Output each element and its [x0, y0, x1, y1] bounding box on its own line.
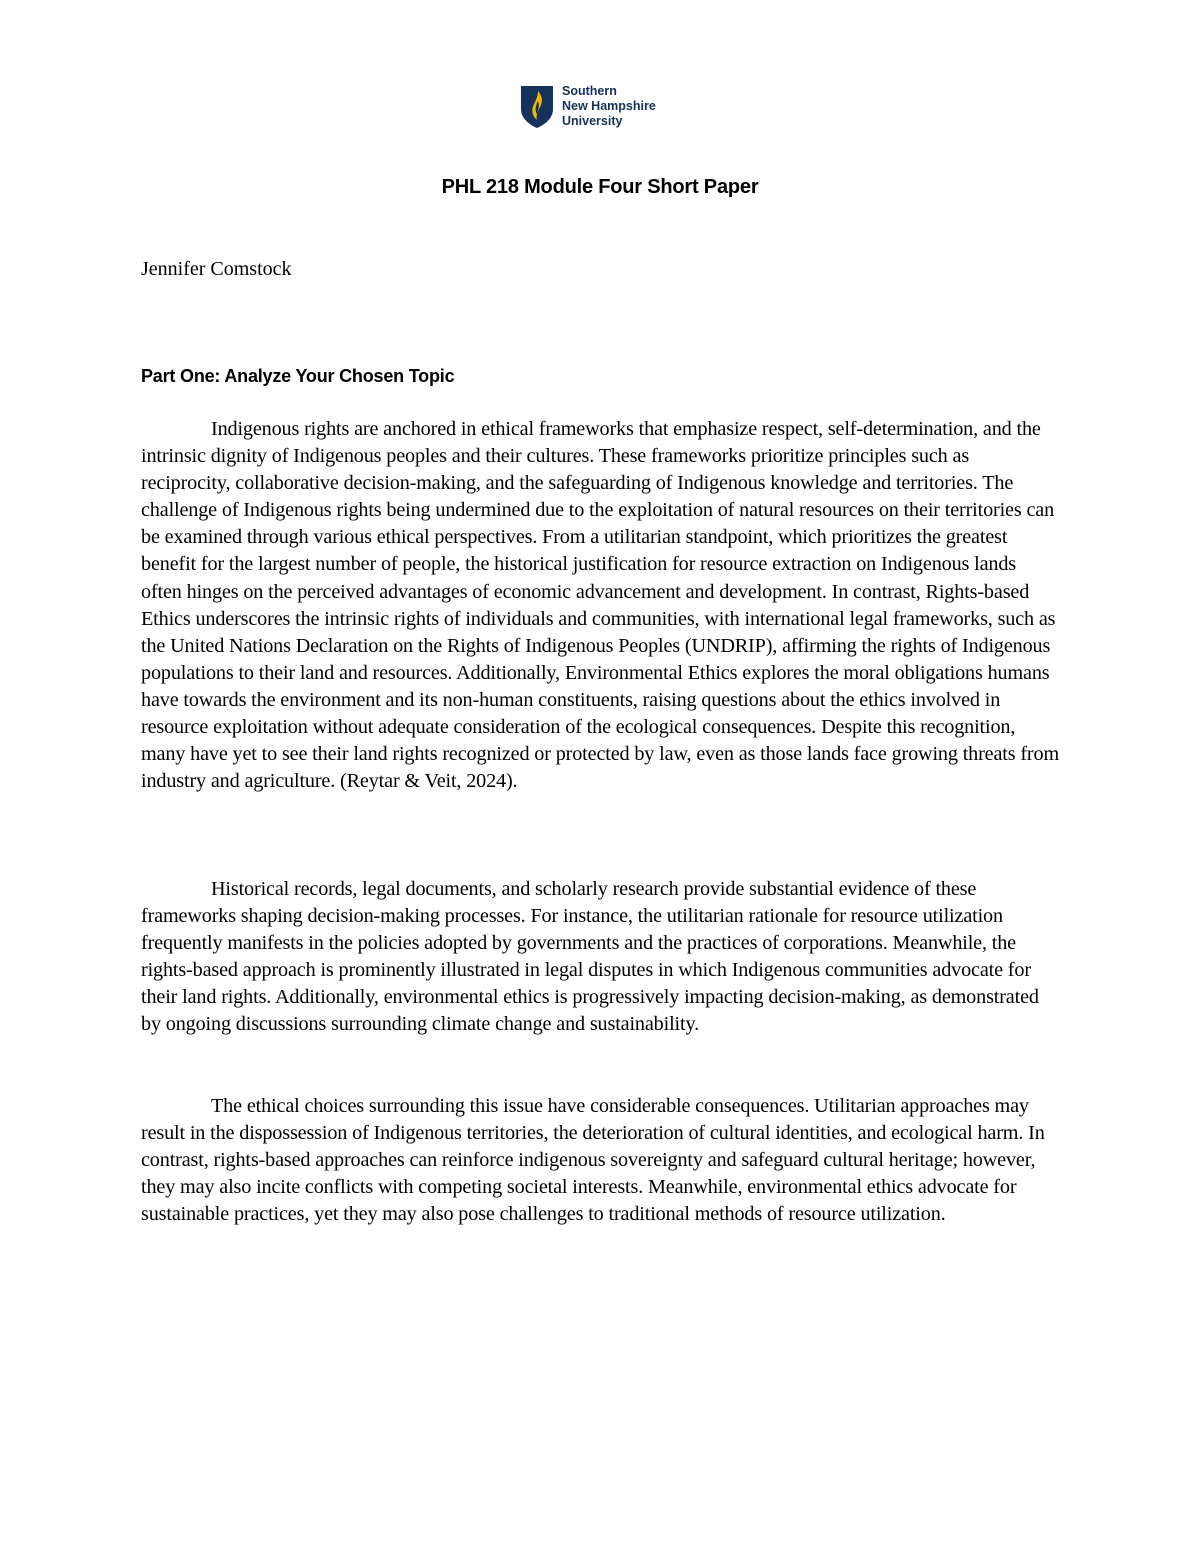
- logo-line-2: New Hampshire: [562, 99, 656, 113]
- body-paragraph-1: Indigenous rights are anchored in ethical frameworks that emphasize respect, self-determination, and the intrinsic dignity of Indigenous peoples and their cultures. These frameworks prioritize principles such as reciprocity, collaborative decision-making, and the safeguarding of Indigenous knowledge and territories. The challenge of Indigenous rights being undermined due to the exploitation of natural resources on their territories can be examined through various ethical perspectives. From a utilitarian standpoint, which prioritizes the greatest benefit for the largest number of people, the historical justification for resource extraction on Indigenous lands often hinges on the perceived advantages of economic advancement and development. In contrast, Rights-based Ethics underscores the intrinsic rights of individuals and communities, with international legal frameworks, such as the United Nations Declaration on the Rights of Indigenous Peoples (UNDRIP), affirming the rights of Indigenous populations to their land and resources. Additionally, Environmental Ethics explores the moral obligations humans have towards the environment and its non-human constituents, raising questions about the ethics involved in resource exploitation without adequate consideration of the ecological consequences. Despite this recognition, many have yet to see their land rights recognized or protected by law, even as those lands face growing threats from industry and agriculture. (Reytar & Veit, 2024).: [141, 418, 1059, 793]
- body-paragraph-2: Historical records, legal documents, and scholarly research provide substantial evidence of these frameworks shaping decision-making processes. For instance, the utilitarian rationale for resource utilization frequently manifests in the policies adopted by governments and the practices of corporations. Meanwhile, the rights-based approach is prominently illustrated in legal disputes in which Indigenous communities advocate for their land rights. Additionally, environmental ethics is progressively impacting decision-making, as demonstrated by ongoing discussions surrounding climate change and sustainability.: [141, 878, 1039, 1036]
- university-logo: [520, 84, 656, 129]
- body-paragraph-3: The ethical choices surrounding this issue have considerable consequences. Utilitarian approaches may result in the dispossession of Indigenous territories, the deterioration of cultural identities, and ecological harm. In contrast, rights-based approaches can reinforce indigenous sovereignty and safeguard cultural heritage; however, they may also incite conflicts with competing societal interests. Meanwhile, environmental ethics advocate for sustainable practices, yet they may also pose challenges to traditional methods of resource utilization.: [141, 1095, 1045, 1226]
- section-heading: Part One: Analyze Your Chosen Topic: [141, 366, 455, 386]
- logo-line-3: University: [562, 114, 623, 128]
- author-name: Jennifer Comstock: [141, 258, 292, 280]
- logo-wordmark: [562, 84, 656, 129]
- page-title: PHL 218 Module Four Short Paper: [441, 176, 759, 198]
- logo-line-1: Southern: [562, 84, 617, 98]
- shield-flame-icon: [520, 85, 554, 129]
